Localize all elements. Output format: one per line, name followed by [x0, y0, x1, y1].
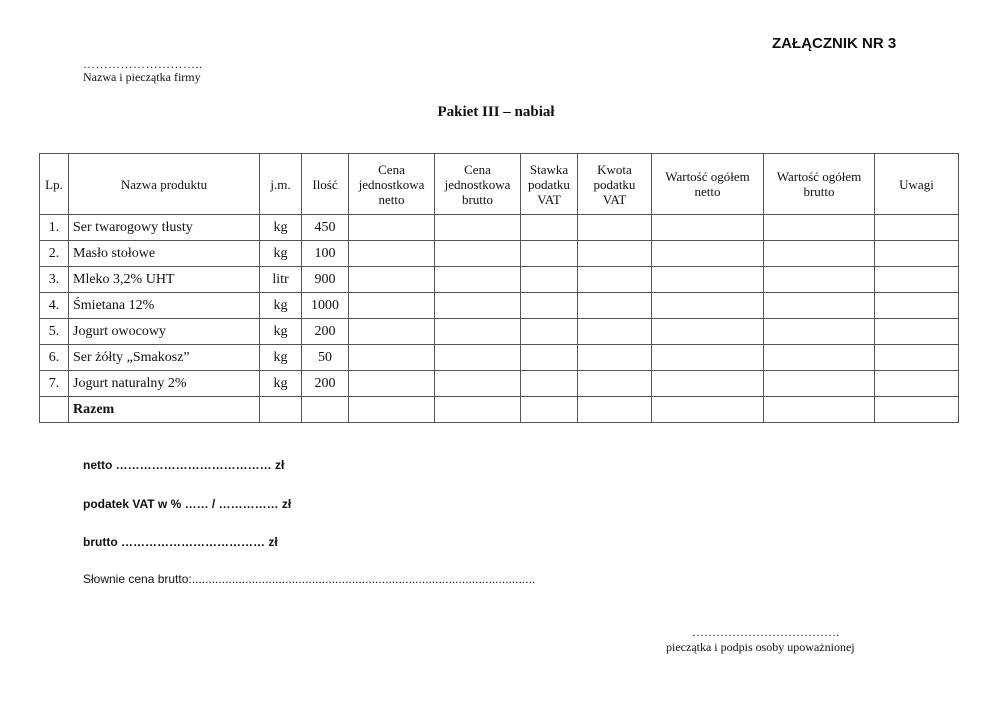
row-unit-net-cell[interactable] — [349, 241, 435, 267]
row-unit: kg — [260, 215, 302, 241]
row-vat-rate-cell[interactable] — [521, 241, 578, 267]
header-vat-rate-l2: podatku — [528, 176, 570, 192]
total-lp-cell — [40, 397, 69, 423]
company-signature-line: ……………………….. — [83, 57, 203, 71]
row-vat-rate-cell[interactable] — [521, 345, 578, 371]
row-unit: kg — [260, 319, 302, 345]
header-unit: j.m. — [260, 154, 302, 215]
netto-line: netto ………………………………… zł — [83, 458, 285, 472]
header-vat-amount-l1: Kwota — [597, 161, 632, 177]
row-vat-rate-cell[interactable] — [521, 319, 578, 345]
table-row — [40, 371, 959, 397]
row-unit-net-cell[interactable] — [349, 345, 435, 371]
row-unit-gross-cell[interactable] — [435, 267, 521, 293]
row-vat-amount-cell[interactable] — [578, 345, 652, 371]
header-total-net — [652, 154, 764, 215]
total-vat-amount-cell[interactable] — [578, 397, 652, 423]
row-qty: 200 — [302, 319, 349, 345]
row-vat-amount-cell[interactable] — [578, 319, 652, 345]
row-notes-cell[interactable] — [875, 215, 959, 241]
table-row — [40, 267, 959, 293]
row-lp: 7. — [40, 371, 69, 397]
header-vat-rate-l1: Stawka — [529, 161, 569, 177]
table-total-row — [40, 397, 959, 423]
row-vat-amount-cell[interactable] — [578, 293, 652, 319]
row-total-net-cell[interactable] — [652, 215, 764, 241]
row-unit-gross-cell[interactable] — [435, 215, 521, 241]
row-lp: 5. — [40, 319, 69, 345]
row-unit: kg — [260, 241, 302, 267]
package-title: Pakiet III – nabiał — [437, 104, 555, 120]
row-qty: 100 — [302, 241, 349, 267]
row-total-net-cell[interactable] — [652, 319, 764, 345]
row-total-net-cell[interactable] — [652, 241, 764, 267]
total-unit-gross-cell[interactable] — [435, 397, 521, 423]
header-vat-rate-l3: VAT — [537, 191, 561, 207]
vat-line: podatek VAT w % …… / …………… zł — [83, 497, 292, 511]
row-lp: 3. — [40, 267, 69, 293]
row-vat-rate-cell[interactable] — [521, 267, 578, 293]
row-unit-net-cell[interactable] — [349, 293, 435, 319]
row-product-name: Jogurt naturalny 2% — [69, 371, 260, 397]
row-lp: 4. — [40, 293, 69, 319]
total-qty-cell — [302, 397, 349, 423]
header-unit-net — [349, 154, 435, 215]
header-total-net-l2: netto — [694, 184, 721, 199]
row-notes-cell[interactable] — [875, 319, 959, 345]
row-total-gross-cell[interactable] — [764, 319, 875, 345]
header-total-gross-l1: Wartość ogółem — [776, 169, 862, 184]
row-vat-amount-cell[interactable] — [578, 215, 652, 241]
total-net-cell[interactable] — [652, 397, 764, 423]
header-vat-amount-l3: VAT — [602, 191, 627, 207]
total-unit-cell — [260, 397, 302, 423]
header-total-gross — [764, 154, 875, 215]
row-unit-gross-cell[interactable] — [435, 319, 521, 345]
row-unit: litr — [260, 267, 302, 293]
header-unit-net-l2: jednostkowa — [358, 176, 425, 192]
row-total-net-cell[interactable] — [652, 371, 764, 397]
table-row — [40, 345, 959, 371]
row-lp: 2. — [40, 241, 69, 267]
row-total-gross-cell[interactable] — [764, 371, 875, 397]
header-unit-gross — [435, 154, 521, 215]
header-name: Nazwa produktu — [69, 154, 260, 215]
row-product-name: Ser żółty „Smakosz” — [69, 345, 260, 371]
total-vat-rate-cell[interactable] — [521, 397, 578, 423]
row-total-gross-cell[interactable] — [764, 293, 875, 319]
table-header-row — [40, 154, 959, 215]
row-total-gross-cell[interactable] — [764, 241, 875, 267]
row-product-name: Jogurt owocowy — [69, 319, 260, 345]
total-gross-cell[interactable] — [764, 397, 875, 423]
header-notes: Uwagi — [875, 154, 959, 215]
row-product-name: Mleko 3,2% UHT — [69, 267, 260, 293]
row-lp: 1. — [40, 215, 69, 241]
brutto-line: brutto ……………………………… zł — [83, 535, 278, 549]
row-qty: 900 — [302, 267, 349, 293]
row-unit-net-cell[interactable] — [349, 371, 435, 397]
row-product-name: Ser twarogowy tłusty — [69, 215, 260, 241]
table-row — [40, 293, 959, 319]
signature-line: ………………………………. — [692, 625, 839, 639]
table-row — [40, 319, 959, 345]
header-unit-gross-l1: Cena — [464, 161, 491, 177]
row-unit: kg — [260, 371, 302, 397]
row-total-net-cell[interactable] — [652, 293, 764, 319]
price-in-words-line: Słownie cena brutto:....................................................................................................... — [83, 572, 536, 586]
header-unit-net-l1: Cena — [378, 161, 405, 177]
header-lp: Lp. — [40, 154, 69, 215]
row-notes-cell[interactable] — [875, 345, 959, 371]
row-total-gross-cell[interactable] — [764, 267, 875, 293]
total-unit-net-cell[interactable] — [349, 397, 435, 423]
row-unit-gross-cell[interactable] — [435, 241, 521, 267]
header-total-gross-l2: brutto — [803, 184, 835, 199]
row-unit: kg — [260, 345, 302, 371]
row-vat-rate-cell[interactable] — [521, 371, 578, 397]
header-vat-amount — [578, 154, 652, 215]
row-notes-cell[interactable] — [875, 293, 959, 319]
total-notes-cell[interactable] — [875, 397, 959, 423]
header-unit-gross-l3: brutto — [461, 191, 494, 207]
row-total-gross-cell[interactable] — [764, 215, 875, 241]
row-qty: 450 — [302, 215, 349, 241]
row-total-gross-cell[interactable] — [764, 345, 875, 371]
row-unit-net-cell[interactable] — [349, 319, 435, 345]
row-unit-net-cell[interactable] — [349, 267, 435, 293]
header-total-net-l1: Wartość ogółem — [665, 169, 750, 184]
row-vat-amount-cell[interactable] — [578, 241, 652, 267]
row-product-name: Śmietana 12% — [69, 293, 260, 319]
row-notes-cell[interactable] — [875, 241, 959, 267]
row-vat-amount-cell[interactable] — [578, 267, 652, 293]
row-product-name: Masło stołowe — [69, 241, 260, 267]
row-lp: 6. — [40, 345, 69, 371]
row-unit-net-cell[interactable] — [349, 215, 435, 241]
table-row — [40, 241, 959, 267]
row-unit-gross-cell[interactable] — [435, 293, 521, 319]
header-qty: Ilość — [302, 154, 349, 215]
row-qty: 50 — [302, 345, 349, 371]
row-vat-amount-cell[interactable] — [578, 371, 652, 397]
header-vat-rate — [521, 154, 578, 215]
total-label: Razem — [69, 397, 260, 423]
product-table — [39, 153, 959, 423]
row-unit: kg — [260, 293, 302, 319]
row-vat-rate-cell[interactable] — [521, 293, 578, 319]
header-unit-gross-l2: jednostkowa — [444, 176, 511, 192]
row-qty: 200 — [302, 371, 349, 397]
table-row — [40, 215, 959, 241]
row-unit-gross-cell[interactable] — [435, 371, 521, 397]
row-vat-rate-cell[interactable] — [521, 215, 578, 241]
row-notes-cell[interactable] — [875, 371, 959, 397]
annex-title: ZAŁĄCZNIK NR 3 — [772, 35, 897, 52]
signature-label: pieczątka i podpis osoby upoważnionej — [666, 640, 855, 654]
header-unit-net-l3: netto — [378, 191, 405, 207]
row-total-net-cell[interactable] — [652, 267, 764, 293]
row-total-net-cell[interactable] — [652, 345, 764, 371]
header-vat-amount-l2: podatku — [593, 176, 636, 192]
company-label: Nazwa i pieczątka firmy — [83, 70, 201, 84]
row-notes-cell[interactable] — [875, 267, 959, 293]
row-qty: 1000 — [302, 293, 349, 319]
row-unit-gross-cell[interactable] — [435, 345, 521, 371]
